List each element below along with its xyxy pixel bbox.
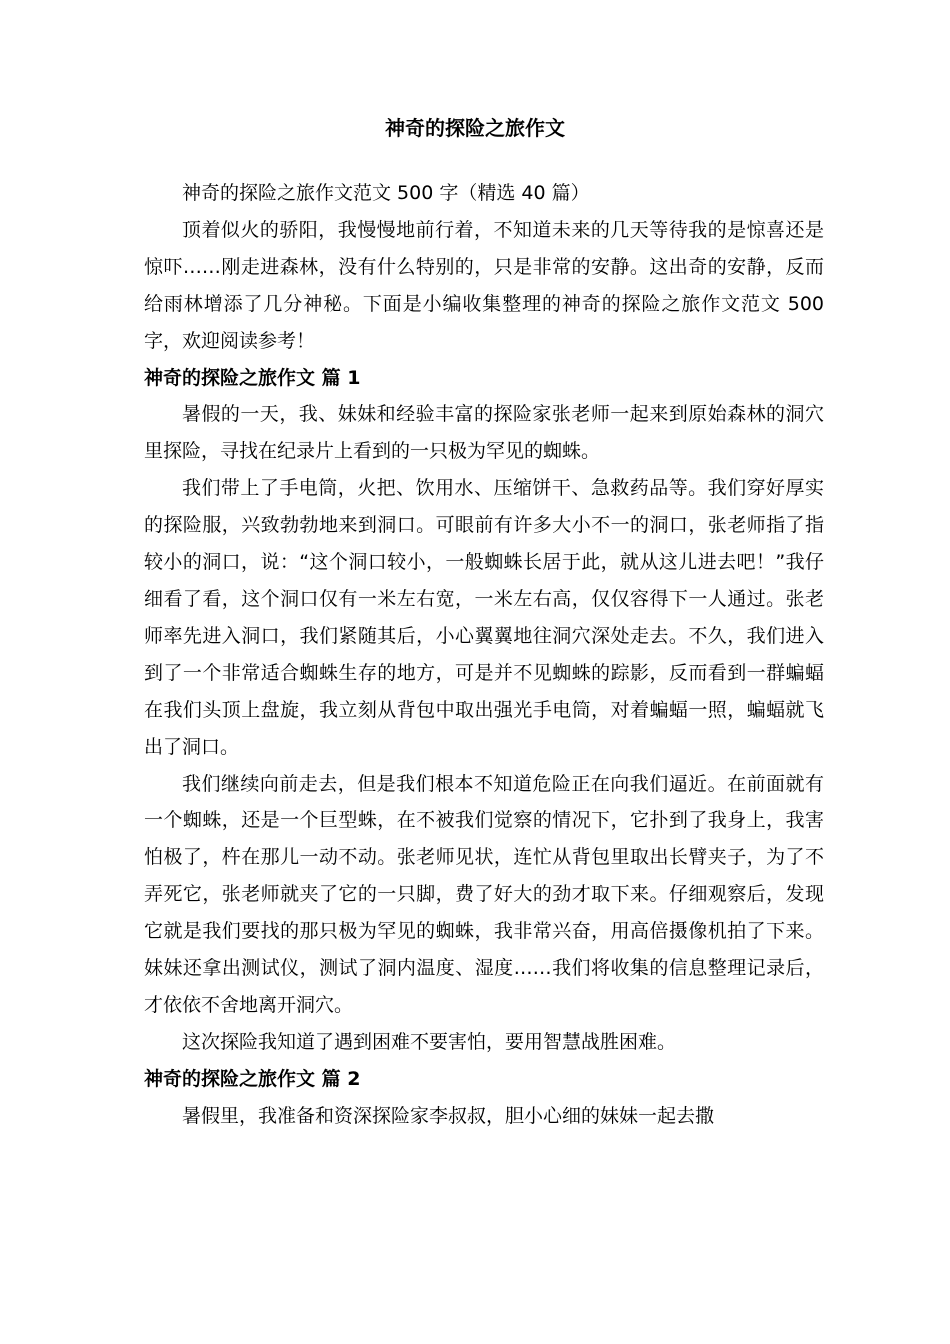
document-title: 神奇的探险之旅作文 bbox=[385, 116, 565, 140]
intro-paragraph: 顶着似火的骄阳，我慢慢地前行着，不知道未来的几天等待我的是惊喜还是惊吓……刚走进森林，没有什么特别的，只是非常的安静。这出奇的安静，反而给雨林增添了几分神秘。下面是小编收集整理的神奇的探险之旅作文范文 500 字，欢迎阅读参考！ bbox=[144, 218, 824, 352]
section-1-paragraph: 我们带上了手电筒，火把、饮用水、压缩饼干、急救药品等。我们穿好厚实的探险服，兴致勃勃地来到洞口。可眼前有许多大小不一的洞口，张老师指了指较小的洞口，说：“这个洞口较小，一般蜘蛛长居于此，就从这儿进去吧！”我仔细看了看，这个洞口仅有一米左右宽，一米左右高，仅仅容得下一人通过。张老师率先进入洞口，我们紧随其后，小心翼翼地往洞穴深处走去。不久，我们进入到了一个非常适合蜘蛛生存的地方，可是并不见蜘蛛的踪影，反而看到一群蝙蝠在我们头顶上盘旋，我立刻从背包中取出强光手电筒，对着蝙蝠一照，蝙蝠就飞出了洞口。 bbox=[144, 477, 824, 758]
section-2-paragraph: 暑假里，我准备和资深探险家李叔叔，胆小心细的妹妹一起去撒 bbox=[182, 1104, 715, 1127]
section-1-paragraph: 这次探险我知道了遇到困难不要害怕，要用智慧战胜困难。 bbox=[182, 1030, 677, 1053]
section-1-paragraph: 暑假的一天，我、妹妹和经验丰富的探险家张老师一起来到原始森林的洞穴里探险，寻找在纪录片上看到的一只极为罕见的蜘蛛。 bbox=[144, 403, 824, 463]
section-1-paragraph: 我们继续向前走去，但是我们根本不知道危险正在向我们逼近。在前面就有一个蜘蛛，还是一个巨型蛛，在不被我们觉察的情况下，它扑到了我身上，我害怕极了，杵在那儿一动不动。张老师见状，连忙从背包里取出长臂夹子，为了不弄死它，张老师就夹了它的一只脚，费了好大的劲才取下来。仔细观察后，发现它就是我们要找的那只极为罕见的蜘蛛，我非常兴奋，用高倍摄像机拍了下来。妹妹还拿出测试仪，测试了洞内温度、湿度……我们将收集的信息整理记录后，才依依不舍地离开洞穴。 bbox=[144, 772, 824, 1016]
section-heading-2: 神奇的探险之旅作文 篇 2 bbox=[144, 1067, 361, 1090]
section-heading-1: 神奇的探险之旅作文 篇 1 bbox=[144, 366, 361, 389]
document-subtitle: 神奇的探险之旅作文范文 500 字（精选 40 篇） bbox=[182, 182, 590, 204]
document-body bbox=[144, 175, 824, 1135]
